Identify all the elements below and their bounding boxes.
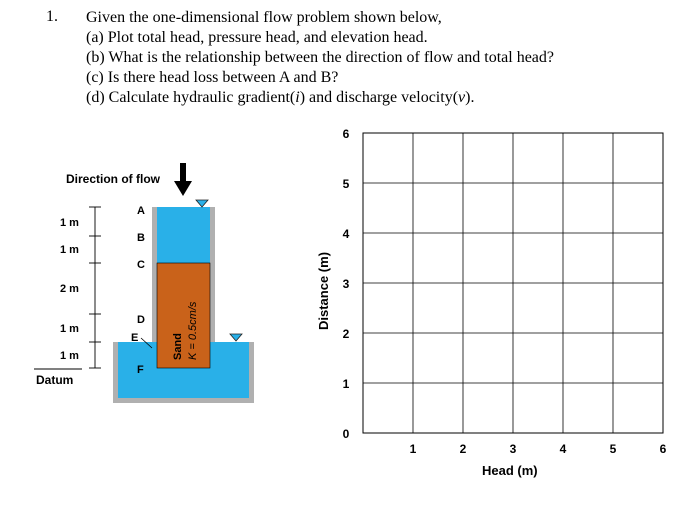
- dim-label-5: 1 m: [60, 350, 79, 362]
- water-level-tank-icon: [230, 334, 242, 341]
- dim-label-4: 1 m: [60, 323, 79, 335]
- x-tick-label: 1: [409, 442, 417, 456]
- gradient-symbol: i: [295, 89, 300, 106]
- part-d-text-2: ) and discharge velocity(: [299, 89, 459, 106]
- y-tick-label: 5: [342, 177, 350, 191]
- part-c: (c) Is there head loss between A and B?: [86, 69, 339, 86]
- flow-diagram: [0, 0, 330, 505]
- head-distance-graph: [300, 0, 700, 505]
- water-column: [157, 207, 210, 263]
- y-axis-label: Distance (m): [316, 251, 331, 330]
- velocity-symbol: v: [458, 89, 466, 106]
- water-level-top-icon: [196, 200, 208, 207]
- y-tick-label: 1: [342, 377, 350, 391]
- point-label-f: F: [137, 364, 144, 376]
- y-tick-label: 4: [342, 227, 350, 241]
- x-tick-label: 5: [609, 442, 617, 456]
- x-tick-label: 3: [509, 442, 517, 456]
- dim-label-3: 2 m: [60, 283, 79, 295]
- x-tick-label: 4: [559, 442, 567, 456]
- graph-grid: [363, 133, 663, 433]
- point-label-e: E: [131, 332, 139, 344]
- x-axis-label: Head (m): [482, 463, 538, 478]
- sand-label: Sand: [172, 333, 184, 360]
- dimension-line: [89, 207, 101, 368]
- dim-label-1: 1 m: [60, 217, 79, 229]
- part-d-text-1: (d) Calculate hydraulic gradient(: [86, 89, 296, 106]
- y-tick-labels: [343, 127, 350, 441]
- y-tick-label: 3: [342, 277, 350, 291]
- part-b: (b) What is the relationship between the direction of flow and total head?: [86, 49, 554, 66]
- point-label-c: C: [137, 259, 145, 271]
- y-tick-label: 2: [342, 327, 350, 341]
- datum-label: Datum: [36, 373, 74, 387]
- x-tick-label: 2: [459, 442, 467, 456]
- direction-of-flow-label: Direction of flow: [66, 172, 160, 186]
- y-tick-label: 0: [342, 427, 350, 441]
- y-tick-label: 6: [342, 127, 350, 141]
- x-tick-labels: [410, 442, 667, 456]
- point-label-b: B: [137, 232, 145, 244]
- flow-arrow-icon: [174, 163, 192, 196]
- x-tick-label: 6: [659, 442, 667, 456]
- question-stem: Given the one-dimensional flow problem shown below,: [86, 9, 442, 26]
- point-label-a: A: [137, 205, 145, 217]
- part-a: (a) Plot total head, pressure head, and elevation head.: [86, 29, 428, 46]
- dim-label-2: 1 m: [60, 244, 79, 256]
- point-label-d: D: [137, 314, 145, 326]
- question-number: 1.: [46, 8, 58, 25]
- part-d-text-3: ).: [465, 89, 475, 106]
- permeability-label: K = 0.5cm/s: [187, 301, 199, 360]
